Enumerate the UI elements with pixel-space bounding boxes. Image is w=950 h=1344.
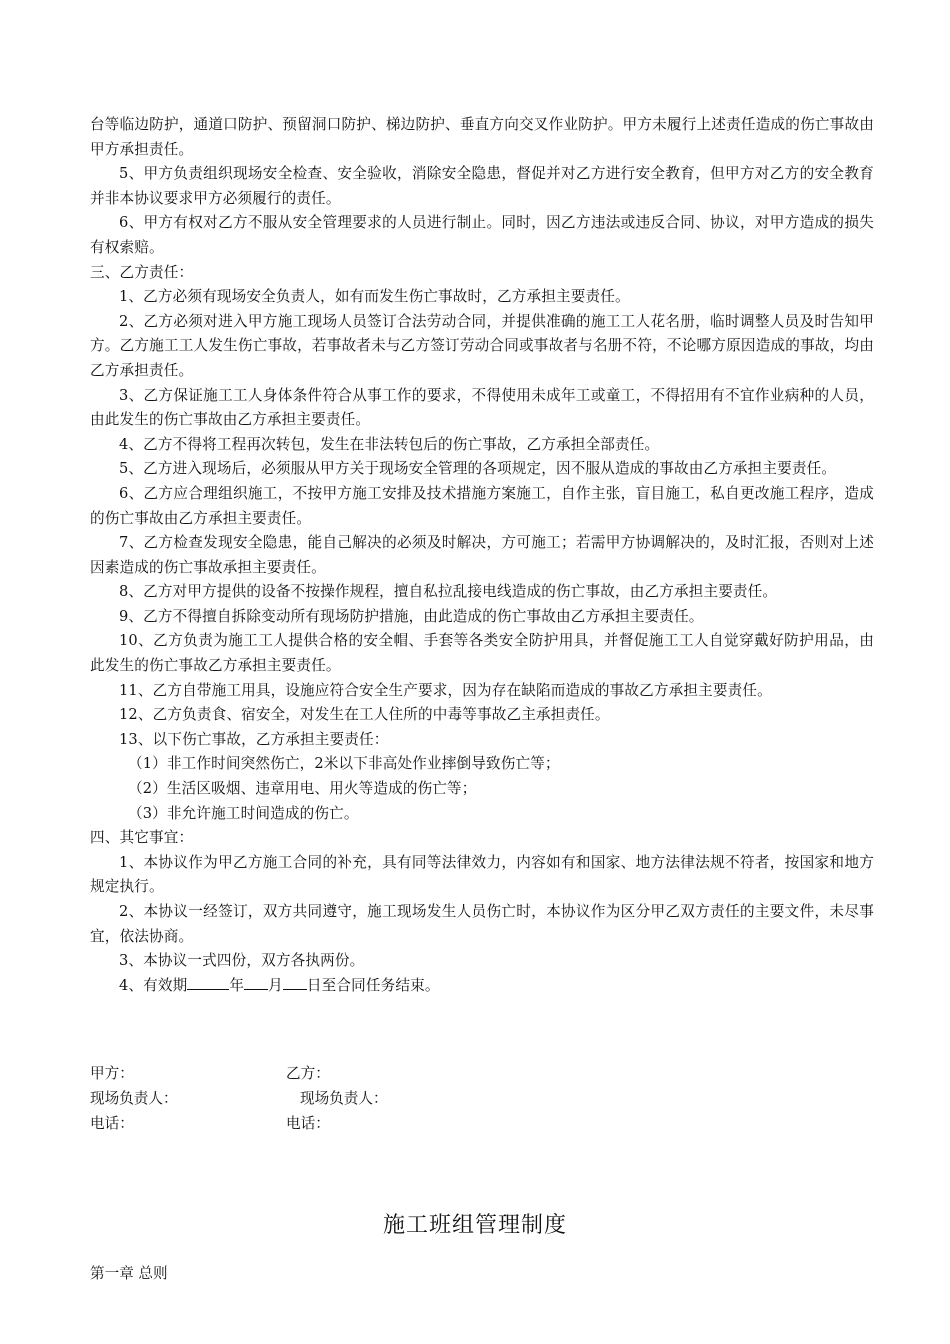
validity-clause: 4、有效期 年 月 日至合同任务结束。 (119, 976, 440, 994)
site-lead-b-label: 现场负责人： (300, 1090, 388, 1107)
year-blank (187, 975, 229, 990)
paragraph: （3）非允许施工时间造成的伤亡。 (128, 804, 359, 822)
paragraph: 8、乙方对甲方提供的设备不按操作规程，擅自私拉乱接电线造成的伤亡事故，由乙方承担主要责任。 (119, 583, 778, 601)
paragraph: 12、乙方负责食、宿安全，对发生在工人住所的中毒等事故乙主承担责任。 (119, 706, 610, 724)
paragraph: 三、乙方责任： (90, 263, 194, 281)
paragraph: 6、乙方应合理组织施工，不按甲方施工安排及技术措施方案施工，自作主张，盲目施工，私自更改施工程序，造成的伤亡事故由乙方承担主要责任。 (90, 484, 874, 527)
paragraph: 13、以下伤亡事故，乙方承担主要责任： (119, 730, 389, 748)
site-lead-a-label: 现场负责人： (90, 1090, 178, 1107)
chapter-heading: 第一章 总则 (90, 1265, 168, 1282)
paragraph: 11、乙方自带施工用具，设施应符合安全生产要求，因为存在缺陷而造成的事故乙方承担主要责任。 (119, 681, 772, 699)
phone-b-label: 电话： (286, 1115, 330, 1132)
day-blank (283, 975, 307, 990)
paragraph: 1、本协议作为甲乙方施工合同的补充，具有同等法律效力，内容如有和国家、地方法律法规不符者，按国家和地方规定执行。 (90, 853, 874, 896)
paragraph: （1）非工作时间突然伤亡，2米以下非高处作业摔倒导致伤亡等； (128, 755, 560, 773)
party-row (90, 1061, 690, 1086)
paragraph: 1、乙方必须有现场安全负责人，如有而发生伤亡事故时，乙方承担主要责任。 (119, 288, 630, 306)
paragraph: 7、乙方检查发现安全隐患，能自己解决的必须及时解决，方可施工；若需甲方协调解决的，及时汇报，否则对上述因素造成的伤亡事故承担主要责任。 (90, 534, 874, 576)
paragraph: 5、甲方负责组织现场安全检查、安全验收，消除安全隐患，督促并对乙方进行安全教育，但甲方对乙方的安全教育并非本协议要求甲方必须履行的责任。 (90, 165, 874, 207)
paragraph: 4、乙方不得将工程再次转包，发生在非法转包后的伤亡事故，乙方承担全部责任。 (119, 435, 660, 453)
paragraph: 6、甲方有权对乙方不服从安全管理要求的人员进行制止。同时，因乙方违法或违反合同、协议，对甲方造成的损失有权索赔。 (90, 214, 874, 256)
paragraph: 3、本协议一式四份，双方各执两份。 (119, 952, 365, 970)
paragraph: 台等临边防护，通道口防护、预留洞口防护、梯边防护、垂直方向交叉作业防护。甲方未履行上述责任造成的伤亡事故由甲方承担责任。 (90, 116, 874, 158)
paragraph: 2、本协议一经签订，双方共同遵守，施工现场发生人员伤亡时，本协议作为区分甲乙双方责任的主要文件，未尽事宜，依法协商。 (90, 903, 874, 945)
party-a-label: 甲方： (90, 1065, 134, 1082)
paragraph: 2、乙方必须对进入甲方施工现场人员签订合法劳动合同，并提供准确的施工工人花名册，临时调整人员及时告知甲方。乙方施工工人发生伤亡事故，若事故者未与乙方签订劳动合同或事故者与名册不符，不论哪方原因造成的事故，均由乙方承担责任。 (90, 312, 874, 379)
section-title: 施工班组管理制度 (382, 1213, 567, 1238)
month-blank (244, 975, 268, 990)
phone-a-label: 电话： (90, 1115, 134, 1132)
paragraph: 四、其它事宜： (90, 829, 194, 847)
paragraph: 10、乙方负责为施工工人提供合格的安全帽、手套等各类安全防护用具，并督促施工工人自觉穿戴好防护用品，由此发生的伤亡事故乙方承担主要责任。 (90, 632, 874, 675)
paragraph: 9、乙方不得擅自拆除变动所有现场防护措施，由此造成的伤亡事故由乙方承担主要责任。 (119, 607, 704, 625)
paragraph: （2）生活区吸烟、违章用电、用火等造成的伤亡等； (128, 780, 477, 798)
signature-block (90, 1061, 690, 1136)
site-lead-row (90, 1086, 690, 1111)
phone-row (90, 1111, 690, 1136)
agreement-body (90, 113, 874, 998)
party-b-label: 乙方： (286, 1065, 330, 1082)
paragraph: 5、乙方进入现场后，必须服从甲方关于现场安全管理的各项规定，因不服从造成的事故由乙方承担主要责任。 (119, 460, 837, 478)
paragraph: 3、乙方保证施工工人身体条件符合从事工作的要求，不得使用未成年工或童工，不得招用有不宜作业病种的人员，由此发生的伤亡事故由乙方承担主要责任。 (90, 386, 874, 429)
